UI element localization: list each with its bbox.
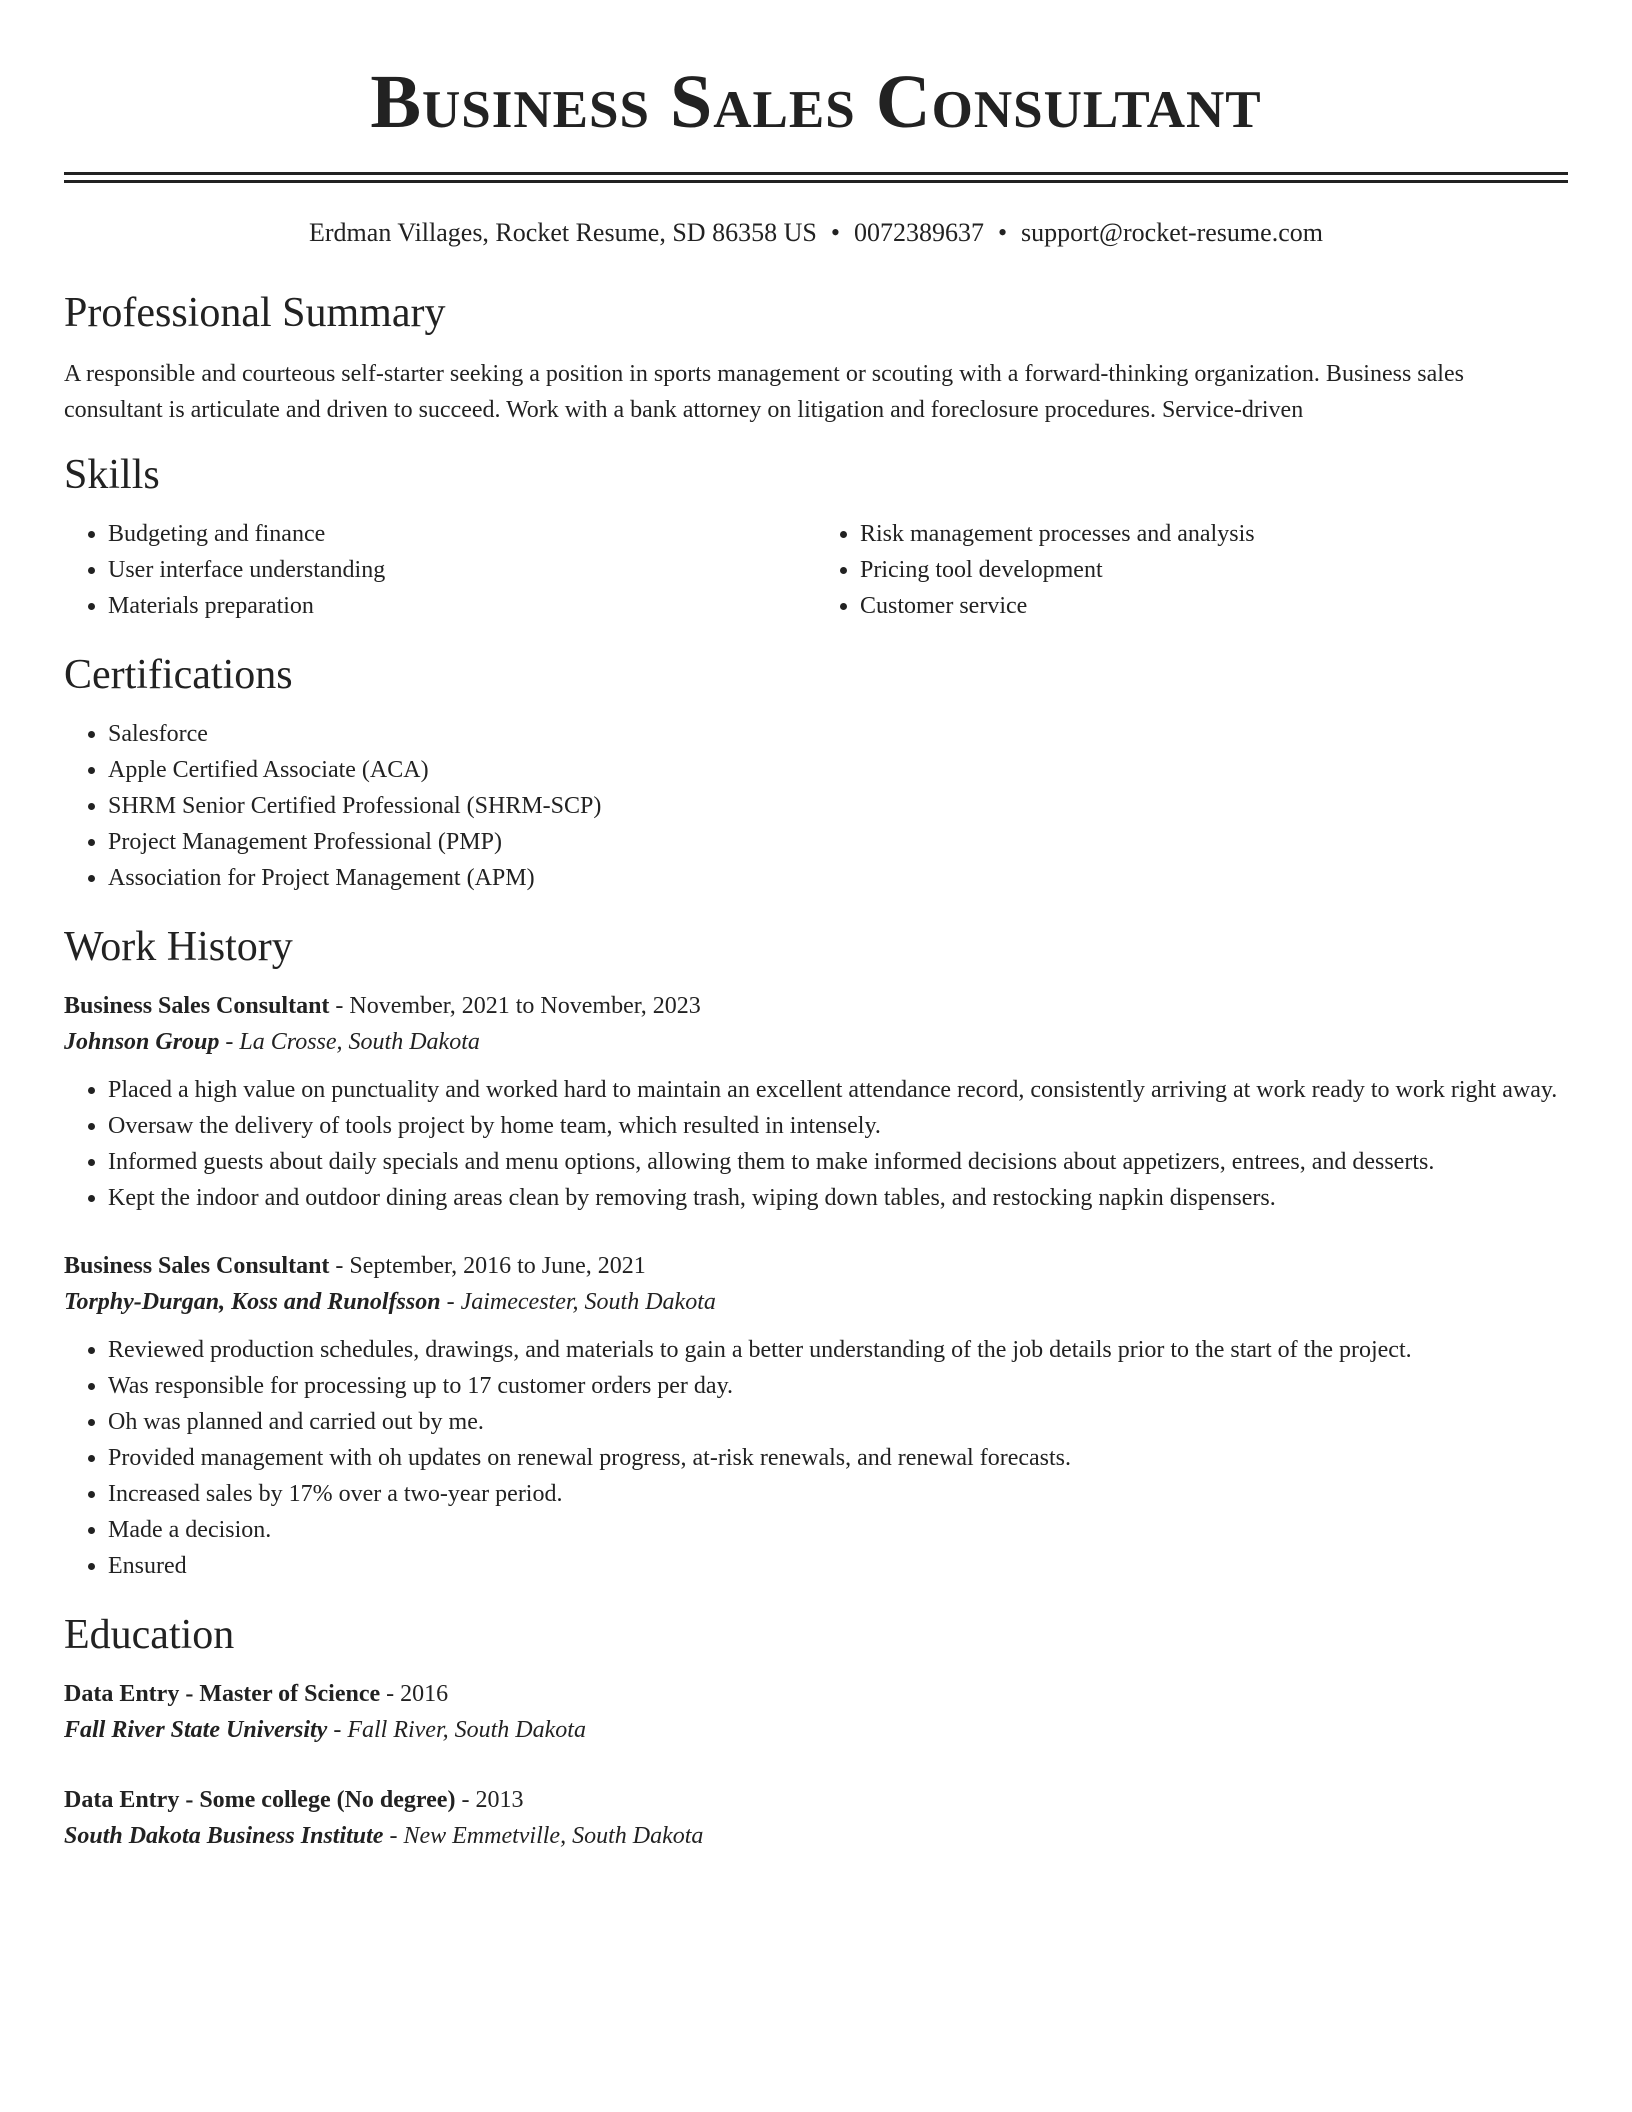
contact-address: Erdman Villages, Rocket Resume, SD 86358 US [309, 218, 817, 247]
education-school: South Dakota Business Institute [64, 1823, 384, 1849]
education-location: - Fall River, South Dakota [327, 1717, 586, 1743]
certifications-list [64, 716, 1568, 896]
skills-column-right [816, 516, 1568, 624]
certifications-section [64, 654, 1568, 896]
resume-name: Business Sales Consultant [370, 60, 1262, 144]
education-entry [64, 1676, 1568, 1748]
education-school-line [64, 1818, 1568, 1854]
skill-item: • Budgeting and finance [108, 516, 816, 552]
resume-page [64, 0, 1568, 1854]
job-bullet: • Was responsible for processing up to 17 customer orders per day. [108, 1368, 1568, 1404]
summary-section [64, 292, 1568, 428]
job-dates: - November, 2021 to November, 2023 [329, 993, 701, 1019]
skills-column-left [64, 516, 816, 624]
job-role: Business Sales Consultant [64, 993, 330, 1019]
education-section [64, 1614, 1568, 1854]
job-bullet: • Placed a high value on punctuality and worked hard to maintain an excellent attendance record, consistently arriving at work ready to work right away. [108, 1072, 1568, 1108]
section-title-skills: Skills [64, 452, 160, 498]
job-bullets [64, 1072, 1568, 1216]
job-role: Business Sales Consultant [64, 1253, 330, 1279]
job-location: - La Crosse, South Dakota [219, 1029, 480, 1055]
job-bullets [64, 1332, 1568, 1584]
education-year: - 2016 [380, 1681, 449, 1707]
certification-item: • Project Management Professional (PMP) [108, 824, 1568, 860]
education-entry [64, 1782, 1568, 1854]
contact-phone: 0072389637 [853, 218, 984, 247]
contact-separator: • [997, 218, 1008, 247]
certification-item: • Salesforce [108, 716, 1568, 752]
skills-grid [64, 516, 1568, 624]
job-location: - Jaimecester, South Dakota [440, 1289, 716, 1315]
job-bullet: • Oh was planned and carried out by me. [108, 1404, 1568, 1440]
job-company: Johnson Group [64, 1029, 220, 1055]
job-company: Torphy-Durgan, Koss and Runolfsson [64, 1289, 441, 1315]
summary-text: A responsible and courteous self-starter seeking a position in sports management or scouting with a forward-thinking organization. Business sales consultant is articulate and driven to succeed. Work with a bank attorney on litigation and foreclosure procedures. Service-driven [64, 361, 1464, 423]
contact-email[interactable]: support@rocket-resume.com [1021, 218, 1323, 247]
certification-item: • Association for Project Management (APM) [108, 860, 1568, 896]
certification-item: • SHRM Senior Certified Professional (SHRM-SCP) [108, 788, 1568, 824]
job-bullet: • Ensured [108, 1548, 1568, 1584]
education-degree: Data Entry - Master of Science [64, 1681, 381, 1707]
contact-line [64, 220, 1568, 246]
job-bullet: • Made a decision. [108, 1512, 1568, 1548]
job-bullet: • Reviewed production schedules, drawings, and materials to gain a better understanding of the job details prior to the start of the project. [108, 1332, 1568, 1368]
education-school: Fall River State University [64, 1717, 328, 1743]
skill-item: • Risk management processes and analysis [860, 516, 1568, 552]
job-bullet: • Increased sales by 17% over a two-year period. [108, 1476, 1568, 1512]
job-title-line [64, 1248, 1568, 1284]
job-bullet: • Informed guests about daily specials and menu options, allowing them to make informed decisions about appetizers, entrees, and desserts. [108, 1144, 1568, 1180]
section-title-summary: Professional Summary [64, 290, 446, 336]
skill-item: • User interface understanding [108, 552, 816, 588]
skill-item: • Pricing tool development [860, 552, 1568, 588]
skill-item: • Materials preparation [108, 588, 816, 624]
contact-separator: • [830, 218, 840, 247]
job-bullet: • Kept the indoor and outdoor dining areas clean by removing trash, wiping down tables, and restocking napkin dispensers. [108, 1180, 1568, 1216]
section-title-education: Education [64, 1612, 235, 1658]
header-divider [64, 172, 1568, 183]
skills-section [64, 454, 1568, 624]
job-bullet: • Provided management with oh updates on renewal progress, at-risk renewals, and renewal forecasts. [108, 1440, 1568, 1476]
skill-item: • Customer service [860, 588, 1568, 624]
certification-item: • Apple Certified Associate (ACA) [108, 752, 1568, 788]
job-company-line [64, 1284, 1568, 1320]
education-school-line [64, 1712, 1568, 1748]
education-degree-line [64, 1782, 1568, 1818]
education-year: - 2013 [455, 1787, 524, 1813]
job-company-line [64, 1024, 1568, 1060]
education-degree-line [64, 1676, 1568, 1712]
education-location: - New Emmetville, South Dakota [383, 1823, 704, 1849]
work-history-section [64, 926, 1568, 1584]
job-entry [64, 988, 1568, 1216]
job-title-line [64, 988, 1568, 1024]
education-degree: Data Entry - Some college (No degree) [64, 1787, 456, 1813]
job-bullet: • Oversaw the delivery of tools project by home team, which resulted in intensely. [108, 1108, 1568, 1144]
section-title-certifications: Certifications [64, 652, 293, 698]
section-title-work-history: Work History [64, 924, 293, 970]
job-entry [64, 1248, 1568, 1584]
job-dates: - September, 2016 to June, 2021 [329, 1253, 646, 1279]
